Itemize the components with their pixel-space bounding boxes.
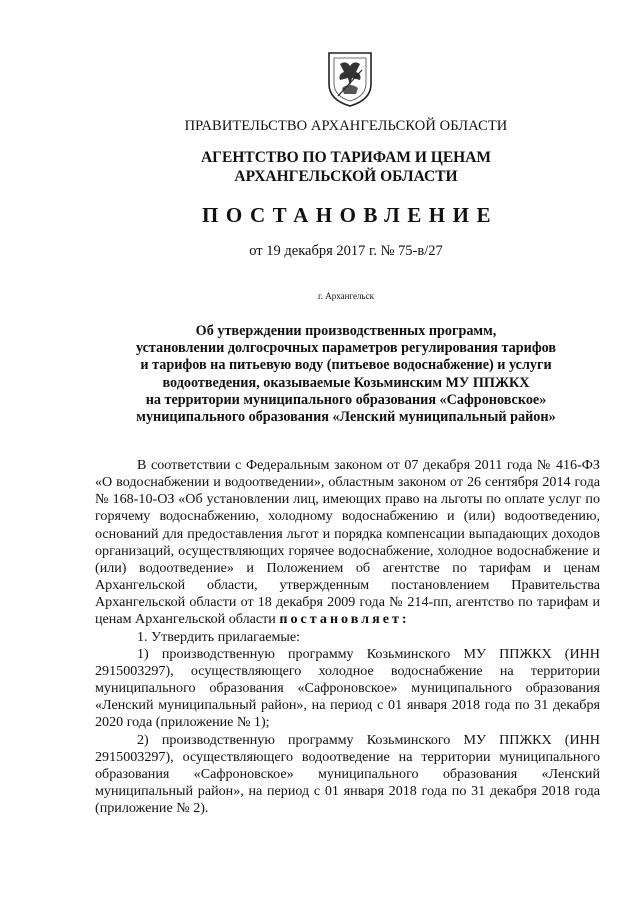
agency-name xyxy=(26,148,640,186)
preamble-text: В соответствии с Федеральным законом от 07 декабря 2011 года № 416-ФЗ «О водоснабжении и водоотведении», областным законом от 26 сентября 2014 года № 168-10-ОЗ «Об установлении лиц, имеющих право на льготы по оплате услуг по горячему водоснабжению, холодному водоснабжению и (или) водоотведению, оснований для предоставления льгот и порядка компенсации выпадающих доходов организаций, осуществляющих горячее водоснабжение, холодное водоснабжение и (или) водоотведение» и Положением об агентстве по тарифам и ценам Архангельской области, утвержденным постановлением Правительства Архангельской области от 18 декабря 2009 года № 214-пп, агентство по тарифам и ценам Архангельской области xyxy=(95,457,600,628)
subject-line: установлении долгосрочных параметров регулирования тарифов xyxy=(135,340,557,357)
item-1-2: 2) производственную программу Козьминского МУ ППЖКХ (ИНН 2915003297), осуществляющего водоотведение на территории муниципального образования «Сафроновское» муниципального образования «Ленский муниципальный район», на период с 01 января 2018 года по 31 декабря 2018 года (приложение № 2). xyxy=(95,731,600,817)
subject-line: на территории муниципального образования «Сафроновское» xyxy=(145,391,547,408)
item-1: 1. Утвердить прилагаемые: xyxy=(137,628,301,645)
agency-name-line: АРХАНГЕЛЬСКОЙ ОБЛАСТИ xyxy=(234,168,458,185)
preamble-paragraph xyxy=(95,457,600,629)
document-city: г. Архангельск xyxy=(318,291,374,301)
document-subject xyxy=(26,323,640,426)
document-body xyxy=(95,457,600,817)
coat-of-arms-emblem xyxy=(326,50,374,108)
document-type-title: ПОСТАНОВЛЕНИЕ xyxy=(202,203,498,227)
subject-line: и тарифов на питьевую воду (питьевое водоснабжение) и услуги xyxy=(140,357,552,374)
item-1-1: 1) производственную программу Козьминского МУ ППЖКХ (ИНН 2915003297), осуществляющего холодное водоснабжение на территории муниципального образования «Сафроновское» муниципального образования «Ленский муниципальный район», на период с 01 января 2018 года по 31 декабря 2020 года (приложение № 1); xyxy=(95,645,600,731)
subject-line: водоотведения, оказываемые Козьминским МУ ППЖКХ xyxy=(162,374,530,391)
government-name: ПРАВИТЕЛЬСТВО АРХАНГЕЛЬСКОЙ ОБЛАСТИ xyxy=(184,118,508,134)
agency-name-line: АГЕНТСТВО ПО ТАРИФАМ И ЦЕНАМ xyxy=(200,149,492,166)
subject-line: муниципального образования «Ленский муниципальный район» xyxy=(136,409,556,426)
subject-line: Об утверждении производственных программ, xyxy=(195,323,497,339)
resolves-word: постановляет: xyxy=(279,611,410,628)
document-date-number: от 19 декабря 2017 г. № 75-в/27 xyxy=(249,243,443,259)
